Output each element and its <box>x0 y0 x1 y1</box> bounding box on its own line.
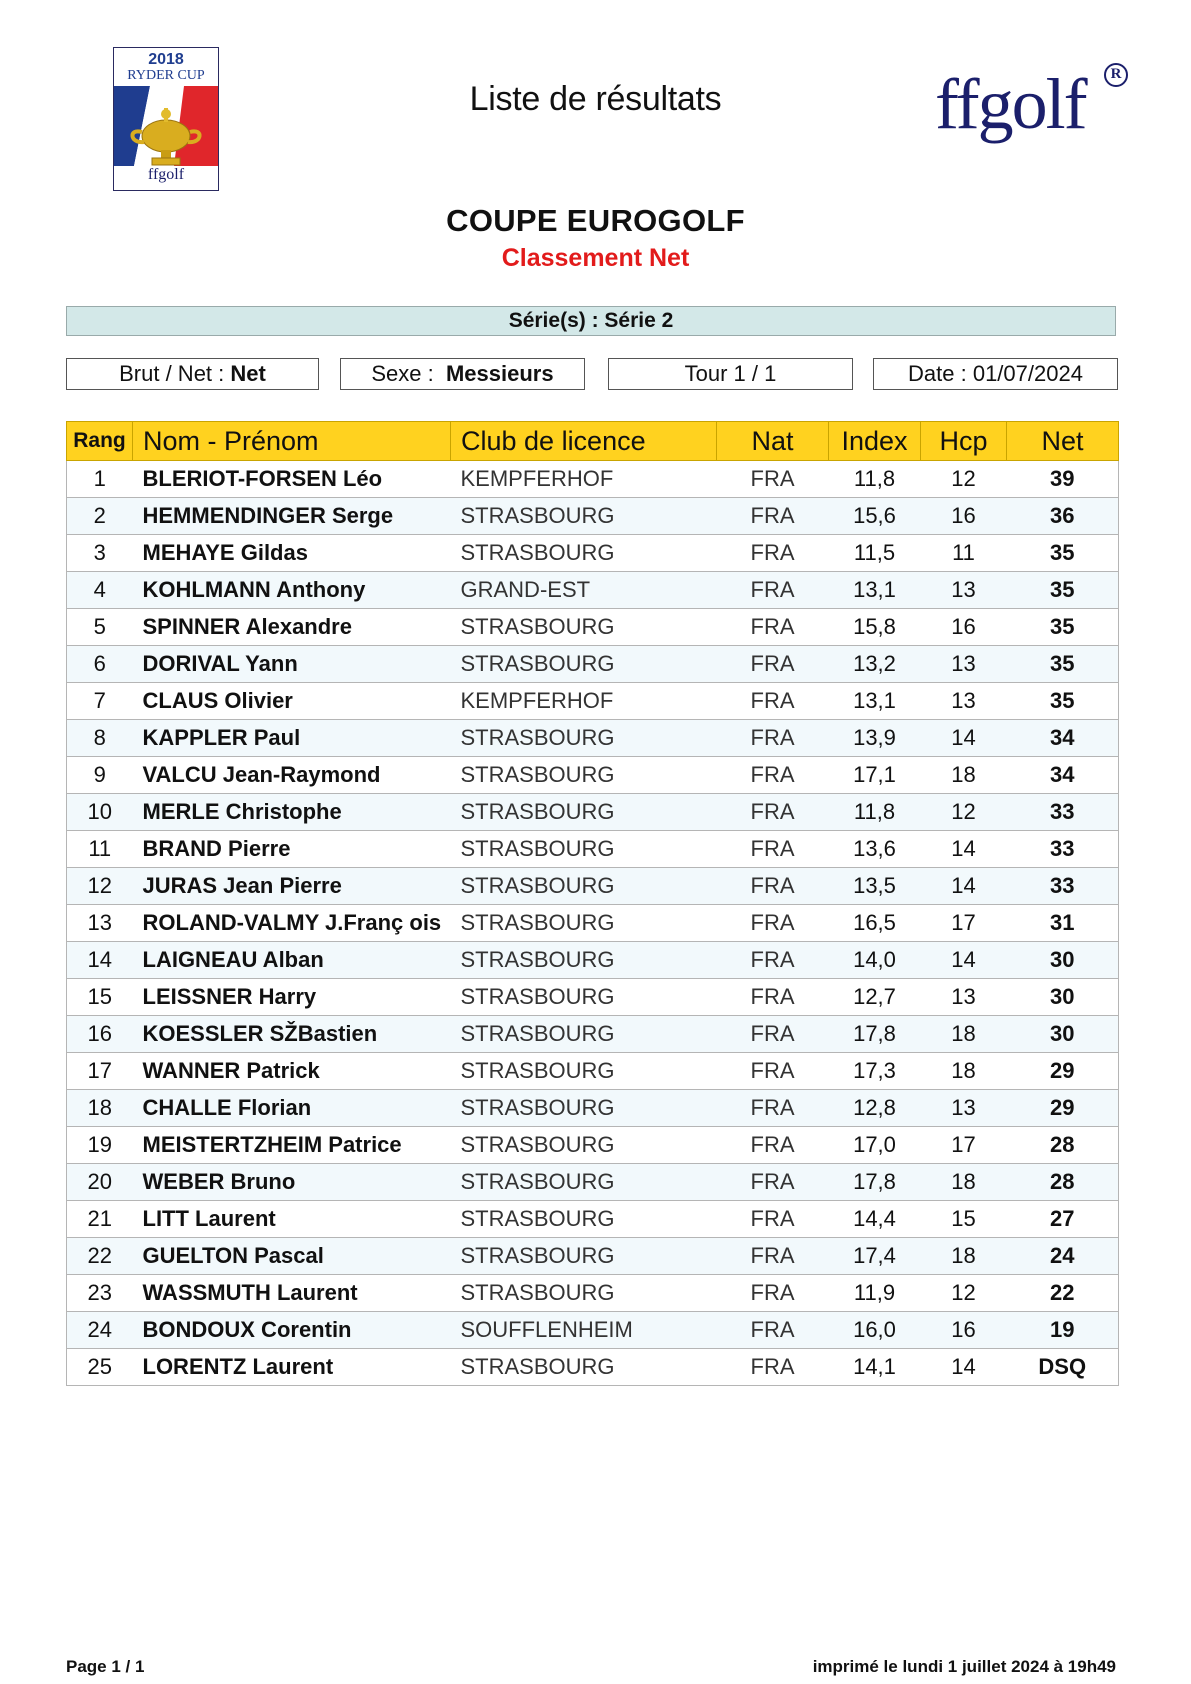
column-header-index: Index <box>829 422 921 461</box>
cell-net: 30 <box>1007 1016 1119 1053</box>
cell-net: 33 <box>1007 868 1119 905</box>
cell-index: 17,1 <box>829 757 921 794</box>
ryder-cup-logo <box>113 47 219 191</box>
cell-net: 35 <box>1007 572 1119 609</box>
cell-index: 15,6 <box>829 498 921 535</box>
cell-rank: 4 <box>67 572 133 609</box>
table-row <box>67 757 1119 794</box>
cell-rank: 3 <box>67 535 133 572</box>
cell-net: 28 <box>1007 1164 1119 1201</box>
cell-rank: 14 <box>67 942 133 979</box>
ryder-cup-name: RYDER CUP <box>127 68 205 83</box>
cell-name: WASSMUTH Laurent <box>133 1275 451 1312</box>
cell-club: STRASBOURG <box>451 1127 717 1164</box>
cell-rank: 8 <box>67 720 133 757</box>
cell-hcp: 11 <box>921 535 1007 572</box>
page-number: Page 1 / 1 <box>66 1657 145 1676</box>
column-header-nat: Nat <box>717 422 829 461</box>
cell-net: 29 <box>1007 1090 1119 1127</box>
cell-rank: 7 <box>67 683 133 720</box>
cell-name: BRAND Pierre <box>133 831 451 868</box>
cell-nat: FRA <box>717 498 829 535</box>
cell-net: 36 <box>1007 498 1119 535</box>
cell-nat: FRA <box>717 831 829 868</box>
cell-rank: 19 <box>67 1127 133 1164</box>
cell-nat: FRA <box>717 1016 829 1053</box>
competition-name: COUPE EUROGOLF <box>446 203 745 238</box>
cell-hcp: 18 <box>921 1164 1007 1201</box>
cell-index: 14,1 <box>829 1349 921 1386</box>
cell-hcp: 13 <box>921 1090 1007 1127</box>
table-row <box>67 609 1119 646</box>
cell-nat: FRA <box>717 535 829 572</box>
cell-club: KEMPFERHOF <box>451 461 717 498</box>
table-row <box>67 942 1119 979</box>
cell-name: BLERIOT-FORSEN Léo <box>133 461 451 498</box>
cell-index: 14,0 <box>829 942 921 979</box>
cell-rank: 9 <box>67 757 133 794</box>
cell-name: KAPPLER Paul <box>133 720 451 757</box>
table-row <box>67 1238 1119 1275</box>
cell-name: KOHLMANN Anthony <box>133 572 451 609</box>
cell-name: CLAUS Olivier <box>133 683 451 720</box>
cell-club: STRASBOURG <box>451 609 717 646</box>
cell-hcp: 17 <box>921 1127 1007 1164</box>
cell-net: DSQ <box>1007 1349 1119 1386</box>
cell-name: JURAS Jean Pierre <box>133 868 451 905</box>
cell-nat: FRA <box>717 572 829 609</box>
cell-index: 17,8 <box>829 1016 921 1053</box>
cell-index: 13,9 <box>829 720 921 757</box>
cell-nat: FRA <box>717 905 829 942</box>
cell-hcp: 12 <box>921 794 1007 831</box>
column-header-club: Club de licence <box>451 422 717 461</box>
cell-nat: FRA <box>717 1090 829 1127</box>
cell-club: STRASBOURG <box>451 942 717 979</box>
cell-club: STRASBOURG <box>451 535 717 572</box>
cell-name: LEISSNER Harry <box>133 979 451 1016</box>
cell-name: BONDOUX Corentin <box>133 1312 451 1349</box>
cell-club: STRASBOURG <box>451 1016 717 1053</box>
cell-index: 16,5 <box>829 905 921 942</box>
filter-brut-net-value: Net <box>230 361 266 386</box>
cell-nat: FRA <box>717 1053 829 1090</box>
cell-nat: FRA <box>717 1127 829 1164</box>
cell-index: 17,4 <box>829 1238 921 1275</box>
table-row <box>67 683 1119 720</box>
cell-net: 30 <box>1007 942 1119 979</box>
cell-index: 11,8 <box>829 461 921 498</box>
cell-club: STRASBOURG <box>451 646 717 683</box>
table-row <box>67 1312 1119 1349</box>
cell-hcp: 12 <box>921 1275 1007 1312</box>
cell-rank: 2 <box>67 498 133 535</box>
cell-club: STRASBOURG <box>451 979 717 1016</box>
table-row <box>67 1090 1119 1127</box>
cell-index: 12,7 <box>829 979 921 1016</box>
cell-net: 33 <box>1007 831 1119 868</box>
table-row <box>67 868 1119 905</box>
cell-rank: 23 <box>67 1275 133 1312</box>
cell-rank: 18 <box>67 1090 133 1127</box>
cell-net: 22 <box>1007 1275 1119 1312</box>
cell-net: 35 <box>1007 609 1119 646</box>
cell-hcp: 16 <box>921 498 1007 535</box>
cell-index: 13,6 <box>829 831 921 868</box>
cell-hcp: 13 <box>921 572 1007 609</box>
cell-nat: FRA <box>717 757 829 794</box>
filter-brut-net <box>66 358 319 390</box>
cell-club: STRASBOURG <box>451 1238 717 1275</box>
cell-name: WANNER Patrick <box>133 1053 451 1090</box>
cell-hcp: 18 <box>921 1016 1007 1053</box>
cell-net: 33 <box>1007 794 1119 831</box>
cell-hcp: 14 <box>921 831 1007 868</box>
cell-nat: FRA <box>717 942 829 979</box>
cell-rank: 24 <box>67 1312 133 1349</box>
cell-nat: FRA <box>717 1312 829 1349</box>
cell-name: KOESSLER SŽBastien <box>133 1016 451 1053</box>
cell-club: STRASBOURG <box>451 905 717 942</box>
cell-net: 30 <box>1007 979 1119 1016</box>
cell-hcp: 12 <box>921 461 1007 498</box>
cell-hcp: 16 <box>921 609 1007 646</box>
cell-hcp: 17 <box>921 905 1007 942</box>
results-table-body <box>67 461 1119 1386</box>
cell-net: 35 <box>1007 646 1119 683</box>
cell-name: MEHAYE Gildas <box>133 535 451 572</box>
cell-rank: 15 <box>67 979 133 1016</box>
table-row <box>67 572 1119 609</box>
table-row <box>67 1275 1119 1312</box>
cell-nat: FRA <box>717 1275 829 1312</box>
cell-name: ROLAND-VALMY J.Franç ois <box>133 905 451 942</box>
cell-name: HEMMENDINGER Serge <box>133 498 451 535</box>
cell-name: SPINNER Alexandre <box>133 609 451 646</box>
cell-rank: 11 <box>67 831 133 868</box>
cell-index: 16,0 <box>829 1312 921 1349</box>
cell-net: 19 <box>1007 1312 1119 1349</box>
table-row <box>67 905 1119 942</box>
filter-sexe-value: Messieurs <box>445 361 554 386</box>
cell-nat: FRA <box>717 1238 829 1275</box>
column-header-hcp: Hcp <box>921 422 1007 461</box>
cell-net: 29 <box>1007 1053 1119 1090</box>
cell-index: 13,5 <box>829 868 921 905</box>
cell-club: STRASBOURG <box>451 794 717 831</box>
cell-index: 14,4 <box>829 1201 921 1238</box>
cell-rank: 22 <box>67 1238 133 1275</box>
registered-mark-icon: R <box>1104 63 1128 87</box>
cell-nat: FRA <box>717 461 829 498</box>
cell-name: LAIGNEAU Alban <box>133 942 451 979</box>
cell-net: 28 <box>1007 1127 1119 1164</box>
ryder-cup-year: 2018 <box>148 51 184 68</box>
cell-club: STRASBOURG <box>451 868 717 905</box>
cell-nat: FRA <box>717 1164 829 1201</box>
cell-name: WEBER Bruno <box>133 1164 451 1201</box>
cell-rank: 16 <box>67 1016 133 1053</box>
cell-rank: 20 <box>67 1164 133 1201</box>
cell-club: STRASBOURG <box>451 720 717 757</box>
cell-net: 35 <box>1007 683 1119 720</box>
column-header-rank: Rang <box>67 422 133 461</box>
table-row <box>67 1164 1119 1201</box>
table-row <box>67 1127 1119 1164</box>
cell-rank: 5 <box>67 609 133 646</box>
table-row <box>67 979 1119 1016</box>
cell-index: 11,9 <box>829 1275 921 1312</box>
cell-name: DORIVAL Yann <box>133 646 451 683</box>
cell-rank: 1 <box>67 461 133 498</box>
table-row <box>67 831 1119 868</box>
filter-date: Date : 01/07/2024 <box>873 358 1118 390</box>
table-row <box>67 535 1119 572</box>
cell-hcp: 14 <box>921 868 1007 905</box>
cell-hcp: 14 <box>921 720 1007 757</box>
cell-club: STRASBOURG <box>451 1349 717 1386</box>
cell-index: 13,1 <box>829 572 921 609</box>
table-header-row <box>67 422 1119 461</box>
cell-club: STRASBOURG <box>451 1164 717 1201</box>
cell-hcp: 13 <box>921 646 1007 683</box>
filter-sexe <box>340 358 585 390</box>
cell-nat: FRA <box>717 609 829 646</box>
table-row <box>67 1201 1119 1238</box>
cell-club: STRASBOURG <box>451 757 717 794</box>
cell-rank: 13 <box>67 905 133 942</box>
cell-nat: FRA <box>717 868 829 905</box>
cell-nat: FRA <box>717 646 829 683</box>
cell-rank: 21 <box>67 1201 133 1238</box>
cell-net: 35 <box>1007 535 1119 572</box>
cell-hcp: 14 <box>921 942 1007 979</box>
series-bar: Série(s) : Série 2 <box>66 306 1116 336</box>
cell-index: 12,8 <box>829 1090 921 1127</box>
cell-club: STRASBOURG <box>451 498 717 535</box>
cell-rank: 12 <box>67 868 133 905</box>
cell-hcp: 14 <box>921 1349 1007 1386</box>
cell-club: STRASBOURG <box>451 1053 717 1090</box>
cell-club: STRASBOURG <box>451 831 717 868</box>
cell-index: 13,2 <box>829 646 921 683</box>
page-title: Liste de résultats <box>469 80 722 118</box>
cell-rank: 6 <box>67 646 133 683</box>
cell-net: 34 <box>1007 720 1119 757</box>
ffgolf-wordmark: ffgolf <box>935 64 1086 144</box>
cell-nat: FRA <box>717 1201 829 1238</box>
cell-index: 17,0 <box>829 1127 921 1164</box>
cell-name: LITT Laurent <box>133 1201 451 1238</box>
cell-index: 13,1 <box>829 683 921 720</box>
cell-name: GUELTON Pascal <box>133 1238 451 1275</box>
cell-index: 17,3 <box>829 1053 921 1090</box>
cell-hcp: 18 <box>921 1053 1007 1090</box>
table-row <box>67 1053 1119 1090</box>
table-row <box>67 1349 1119 1386</box>
cell-hcp: 18 <box>921 1238 1007 1275</box>
table-row <box>67 720 1119 757</box>
cell-nat: FRA <box>717 1349 829 1386</box>
cell-index: 11,5 <box>829 535 921 572</box>
cell-net: 34 <box>1007 757 1119 794</box>
cell-name: MEISTERTZHEIM Patrice <box>133 1127 451 1164</box>
cell-name: MERLE Christophe <box>133 794 451 831</box>
cell-net: 31 <box>1007 905 1119 942</box>
filter-sexe-label: Sexe : <box>371 361 434 386</box>
cell-club: GRAND-EST <box>451 572 717 609</box>
cell-hcp: 13 <box>921 979 1007 1016</box>
cell-net: 27 <box>1007 1201 1119 1238</box>
cell-club: KEMPFERHOF <box>451 683 717 720</box>
cell-hcp: 13 <box>921 683 1007 720</box>
filter-tour: Tour 1 / 1 <box>608 358 853 390</box>
print-timestamp: imprimé le lundi 1 juillet 2024 à 19h49 <box>812 1657 1116 1676</box>
ryder-cup-brand: ffgolf <box>147 166 185 183</box>
cell-hcp: 15 <box>921 1201 1007 1238</box>
cell-net: 39 <box>1007 461 1119 498</box>
cell-club: STRASBOURG <box>451 1275 717 1312</box>
cell-rank: 17 <box>67 1053 133 1090</box>
table-row <box>67 498 1119 535</box>
table-row <box>67 461 1119 498</box>
cell-index: 15,8 <box>829 609 921 646</box>
results-table <box>66 421 1119 1386</box>
cell-name: VALCU Jean-Raymond <box>133 757 451 794</box>
table-row <box>67 646 1119 683</box>
cell-club: STRASBOURG <box>451 1090 717 1127</box>
cell-nat: FRA <box>717 794 829 831</box>
column-header-net: Net <box>1007 422 1119 461</box>
cell-rank: 10 <box>67 794 133 831</box>
cell-hcp: 18 <box>921 757 1007 794</box>
ranking-type: Classement Net <box>501 244 690 272</box>
table-row <box>67 794 1119 831</box>
cell-net: 24 <box>1007 1238 1119 1275</box>
cell-index: 17,8 <box>829 1164 921 1201</box>
cell-nat: FRA <box>717 979 829 1016</box>
cell-club: SOUFFLENHEIM <box>451 1312 717 1349</box>
cell-nat: FRA <box>717 683 829 720</box>
filter-brut-net-label: Brut / Net : <box>119 361 225 386</box>
cell-rank: 25 <box>67 1349 133 1386</box>
cell-club: STRASBOURG <box>451 1201 717 1238</box>
ffgolf-logo <box>935 58 1135 148</box>
table-row <box>67 1016 1119 1053</box>
cell-nat: FRA <box>717 720 829 757</box>
cell-name: LORENTZ Laurent <box>133 1349 451 1386</box>
cell-index: 11,8 <box>829 794 921 831</box>
cell-hcp: 16 <box>921 1312 1007 1349</box>
cell-name: CHALLE Florian <box>133 1090 451 1127</box>
column-header-name: Nom - Prénom <box>133 422 451 461</box>
